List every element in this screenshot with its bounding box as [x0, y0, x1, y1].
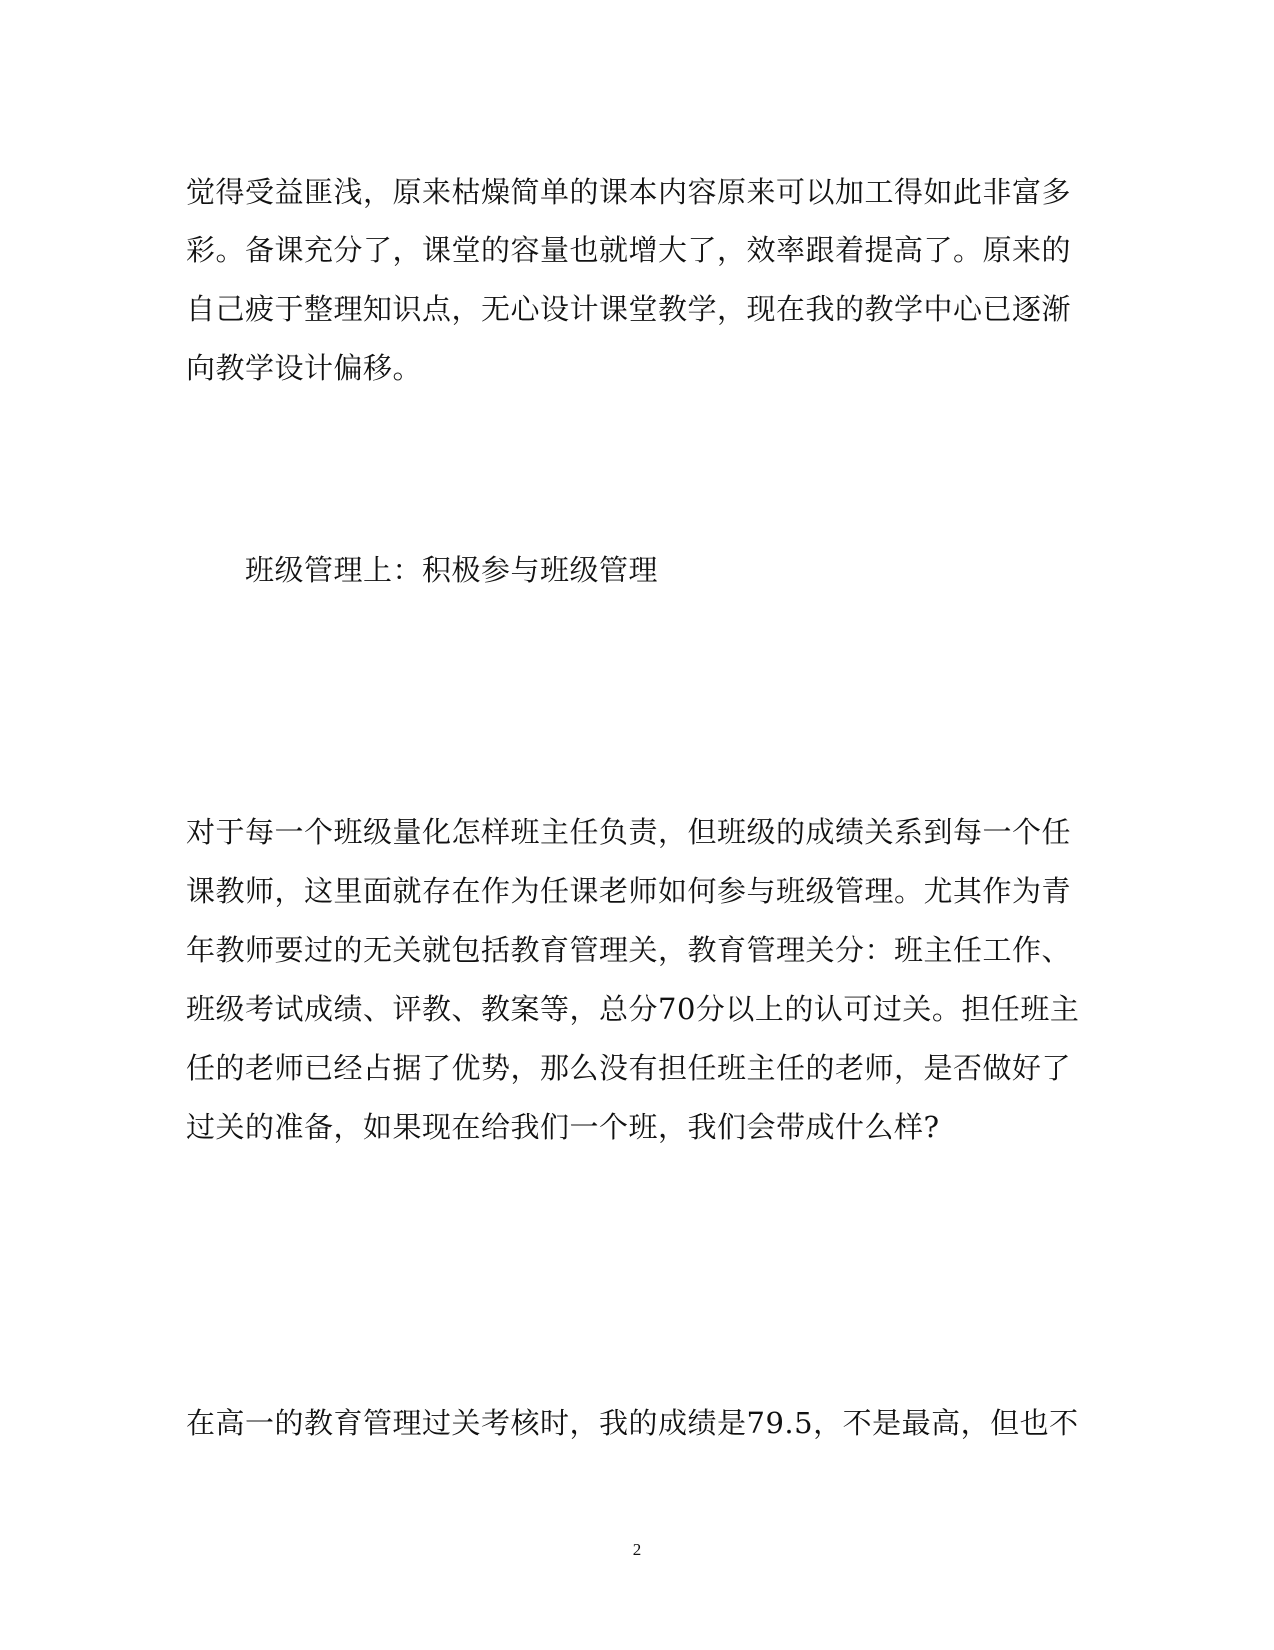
paragraph-2-line-5: 任的老师已经占据了优势，那么没有担任班主任的老师，是否做好了 — [186, 1051, 1072, 1085]
paragraph-1-line-1: 觉得受益匪浅，原来枯燥简单的课本内容原来可以加工得如此非富多 — [186, 175, 1072, 209]
section-heading: 班级管理上：积极参与班级管理 — [245, 553, 659, 587]
paragraph-2-line-1: 对于每一个班级量化怎样班主任负责，但班级的成绩关系到每一个任 — [186, 815, 1072, 849]
page-number: 2 — [632, 1540, 642, 1559]
paragraph-2-line-6: 过关的准备，如果现在给我们一个班，我们会带成什么样? — [186, 1110, 940, 1144]
paragraph-1-line-2: 彩。备课充分了，课堂的容量也就增大了，效率跟着提高了。原来的 — [186, 233, 1072, 267]
paragraph-2-line-2: 课教师，这里面就存在作为任课老师如何参与班级管理。尤其作为青 — [186, 874, 1072, 908]
paragraph-1-line-4: 向教学设计偏移。 — [186, 351, 423, 385]
paragraph-2-line-3: 年教师要过的无关就包括教育管理关，教育管理关分：班主任工作、 — [186, 933, 1072, 967]
paragraph-3-line-1: 在高一的教育管理过关考核时，我的成绩是79.5，不是最高，但也不 — [186, 1406, 1079, 1440]
paragraph-2-line-4: 班级考试成绩、评教、教案等，总分70分以上的认可过关。担任班主 — [186, 992, 1080, 1026]
paragraph-1-line-3: 自己疲于整理知识点，无心设计课堂教学，现在我的教学中心已逐渐 — [186, 292, 1072, 326]
